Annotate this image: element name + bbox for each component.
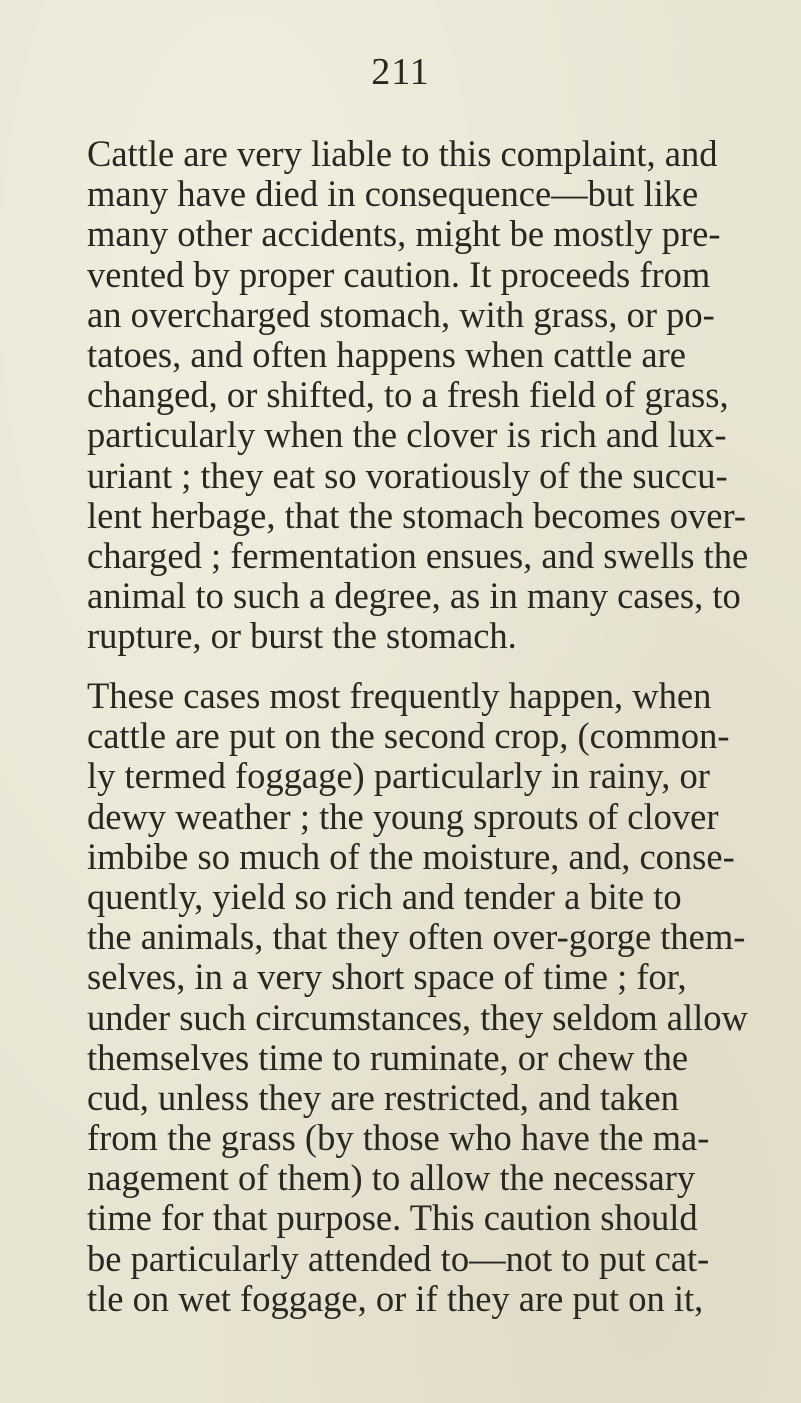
- text-line: ly termed foggage) particularly in rainy, or: [87, 755, 710, 797]
- text-line: themselves time to ruminate, or chew the: [87, 1036, 689, 1078]
- text-line: animal to such a degree, as in many cases, to: [87, 575, 741, 617]
- paragraph-1: [87, 134, 767, 656]
- text-line: be particularly attended to—not to put cat-: [87, 1237, 710, 1279]
- text-line: changed, or shifted, to a fresh field of grass,: [87, 374, 729, 416]
- text-line: quently, yield so rich and tender a bite to: [87, 875, 682, 917]
- text-line: time for that purpose. This caution should: [87, 1197, 698, 1239]
- text-line: Cattle are very liable to this complaint, and: [87, 133, 718, 174]
- text-line: tatoes, and often happens when cattle are: [87, 333, 686, 375]
- text-line: particularly when the clover is rich and lux-: [87, 414, 727, 456]
- text-line: under such circumstances, they seldom allow: [87, 996, 748, 1038]
- text-line: dewy weather ; the young sprouts of clover: [87, 795, 719, 837]
- text-line: nagement of them) to allow the necessary: [87, 1157, 696, 1199]
- text-line: cattle are put on the second crop, (common-: [87, 715, 730, 757]
- text-line: lent herbage, that the stomach becomes over-: [87, 494, 747, 536]
- text-line: selves, in a very short space of time ; for,: [87, 956, 687, 998]
- page-number: 211: [371, 51, 430, 93]
- text-line: many have died in consequence—but like: [87, 173, 699, 215]
- text-line: tle on wet foggage, or if they are put on it,: [87, 1277, 704, 1319]
- text-line: many other accidents, might be mostly pre-: [87, 213, 721, 255]
- text-line: uriant ; they eat so voratiously of the succu-: [87, 454, 728, 496]
- text-line: rupture, or burst the stomach.: [87, 615, 517, 657]
- text-line: cud, unless they are restricted, and taken: [87, 1076, 679, 1118]
- text-line: from the grass (by those who have the ma-: [87, 1117, 710, 1159]
- text-line: the animals, that they often over-gorge them-: [87, 916, 746, 958]
- text-line: These cases most frequently happen, when: [87, 675, 712, 716]
- text-line: imbibe so much of the moisture, and, conse-: [87, 835, 735, 877]
- text-line: an overcharged stomach, with grass, or po-: [87, 293, 715, 335]
- text-line: charged ; fermentation ensues, and swells the: [87, 534, 749, 576]
- paragraph-2: [87, 676, 767, 1319]
- text-line: vented by proper caution. It proceeds from: [87, 253, 711, 295]
